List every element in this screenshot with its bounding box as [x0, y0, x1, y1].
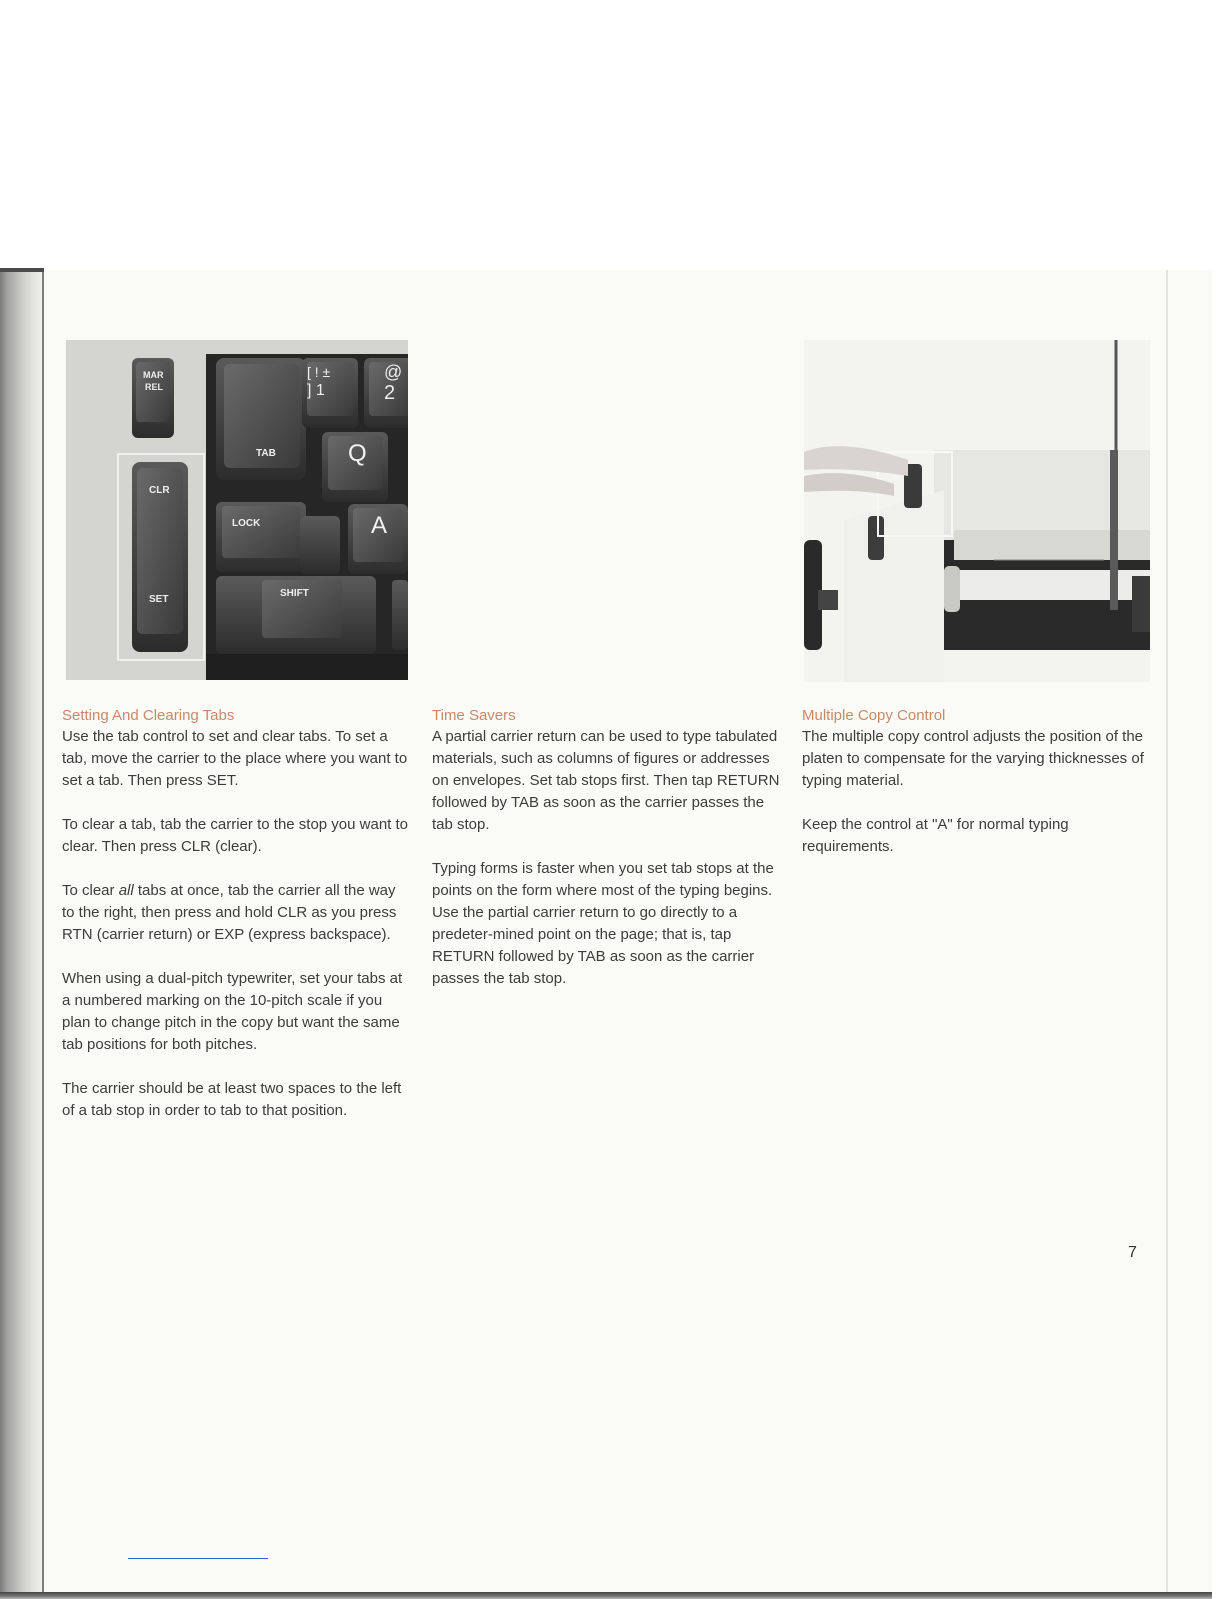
lock-key-label: LOCK — [232, 518, 261, 529]
book-binding-shadow — [0, 270, 44, 1598]
one-key-top-label: [ ! ± — [307, 364, 331, 380]
q-key-label: Q — [348, 440, 367, 467]
set-key-label: SET — [149, 594, 169, 605]
clear-all-emphasis: all — [118, 882, 134, 899]
page-bottom-edge — [0, 1592, 1212, 1599]
multiple-copy-heading: Multiple Copy Control — [802, 707, 946, 724]
time-savers-heading: Time Savers — [432, 707, 516, 724]
setting-tabs-paragraph: When using a dual-pitch typewriter, set your tabs at a numbered marking on the 10-pitch scale if you plan to change pitch in the copy but want the same tab positions for both pitches. — [62, 970, 403, 1053]
two-key-bottom-label: 2 — [384, 382, 396, 404]
page-top-edge — [0, 268, 44, 272]
tab-key-label: TAB — [256, 448, 276, 459]
setting-tabs-paragraph: The carrier should be at least two spaces to the left of a tab stop in order to tab to that position. — [62, 1080, 402, 1119]
book-binding-edge — [42, 270, 44, 1598]
mar-key-label: MAR — [143, 370, 164, 380]
setting-tabs-paragraph: To clear a tab, tab the carrier to the stop you want to clear. Then press CLR (clear). — [62, 816, 409, 855]
multiple-copy-paragraph: The multiple copy control adjusts the position of the platen to compensate for the varying thicknesses of typing material. — [802, 728, 1144, 789]
shift-key-label: SHIFT — [280, 588, 309, 599]
setting-tabs-section — [62, 706, 412, 1144]
platen-photo — [804, 340, 1150, 682]
keyboard-illustration — [66, 340, 408, 680]
platen-illustration — [804, 340, 1150, 682]
stray-underline — [128, 1558, 268, 1559]
rel-key-label: REL — [145, 382, 163, 392]
page-number: 7 — [1128, 1244, 1137, 1261]
a-key-label: A — [371, 512, 388, 539]
multiple-copy-section — [802, 706, 1147, 880]
setting-tabs-paragraph: Use the tab control to set and clear tabs. To set a tab, move the carrier to the place where you want to set a tab. Then press SET. — [62, 728, 408, 789]
time-savers-paragraph: A partial carrier return can be used to type tabulated materials, such as columns of figures or addresses on envelopes. Set tab stops first. Then tap RETURN followed by TAB as soon as the carrier passes the tab stop. — [432, 728, 780, 833]
page-right-edge — [1166, 270, 1168, 1598]
setting-tabs-paragraph-clear-all — [62, 880, 412, 946]
keyboard-photo — [66, 340, 408, 680]
clear-all-rest: tabs at once, tab the carrier all the way to the right, then press and hold CLR as you press RTN (carrier return) or EXP (express backspace). — [62, 882, 397, 943]
clear-all-prefix: To clear — [62, 882, 115, 899]
setting-tabs-heading: Setting And Clearing Tabs — [62, 707, 235, 724]
multiple-copy-paragraph: Keep the control at "A" for normal typing requirements. — [802, 816, 1069, 855]
time-savers-section — [432, 706, 782, 1012]
two-key-top-label: @ — [384, 362, 403, 382]
clr-key-label: CLR — [149, 485, 170, 496]
one-key-bottom-label: ] 1 — [307, 382, 325, 399]
time-savers-paragraph: Typing forms is faster when you set tab stops at the points on the form where most of the typing begins. Use the partial carrier return to go directly to a predeter-mined point on the page; that is, tap RETURN followed by TAB as soon as the carrier passes the tab stop. — [432, 860, 774, 987]
